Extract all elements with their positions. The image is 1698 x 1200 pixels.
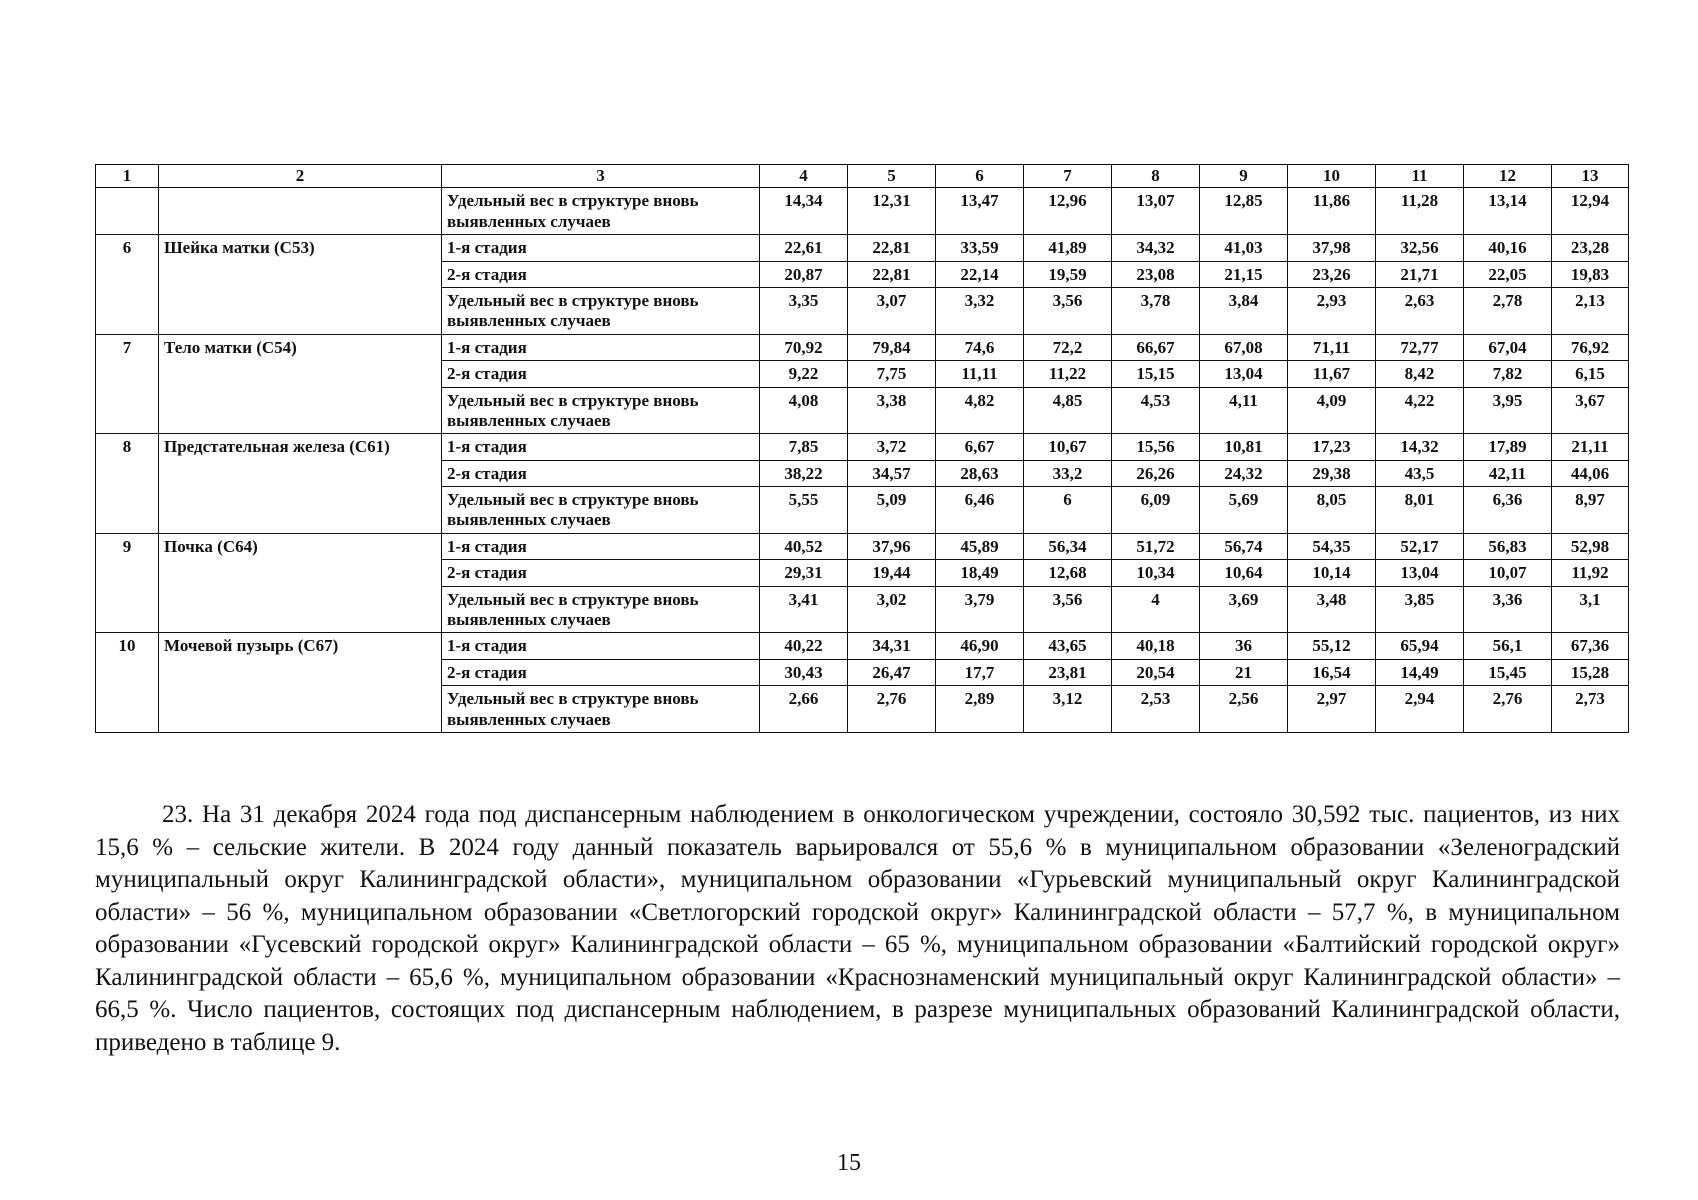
- indicator-cell: Удельный вес в структуре вновь выявленных случаев: [442, 487, 760, 534]
- value-cell: 11,92: [1552, 560, 1629, 586]
- value-cell: 11,22: [1024, 361, 1112, 387]
- indicator-cell: 1-я стадия: [442, 434, 760, 460]
- value-cell: 2,94: [1376, 686, 1464, 733]
- value-cell: 40,22: [760, 633, 848, 659]
- header-row: [96, 165, 1629, 188]
- value-cell: 34,31: [848, 633, 936, 659]
- value-cell: 5,55: [760, 487, 848, 534]
- value-cell: 44,06: [1552, 460, 1629, 486]
- value-cell: 2,73: [1552, 686, 1629, 733]
- value-cell: 29,31: [760, 560, 848, 586]
- value-cell: 6,67: [936, 434, 1024, 460]
- row-number-cell: 8: [96, 434, 159, 534]
- row-number-cell: 9: [96, 533, 159, 633]
- localization-cell: Почка (С64): [159, 533, 442, 633]
- localization-cell: Предстательная железа (С61): [159, 434, 442, 534]
- row-number-cell: 6: [96, 235, 159, 335]
- value-cell: 4,85: [1024, 387, 1112, 434]
- value-cell: 34,32: [1112, 235, 1200, 261]
- value-cell: 29,38: [1288, 460, 1376, 486]
- column-header: 8: [1112, 165, 1200, 188]
- value-cell: 65,94: [1376, 633, 1464, 659]
- value-cell: 66,67: [1112, 334, 1200, 360]
- value-cell: 79,84: [848, 334, 936, 360]
- value-cell: 2,76: [848, 686, 936, 733]
- value-cell: 21: [1200, 659, 1288, 685]
- value-cell: 67,08: [1200, 334, 1288, 360]
- column-header: 5: [848, 165, 936, 188]
- value-cell: 12,31: [848, 188, 936, 235]
- value-cell: 15,15: [1112, 361, 1200, 387]
- value-cell: 2,89: [936, 686, 1024, 733]
- value-cell: 28,63: [936, 460, 1024, 486]
- indicator-cell: 2-я стадия: [442, 460, 760, 486]
- value-cell: 8,05: [1288, 487, 1376, 534]
- value-cell: 7,75: [848, 361, 936, 387]
- value-cell: 21,71: [1376, 261, 1464, 287]
- value-cell: 3,1: [1552, 586, 1629, 633]
- value-cell: 13,14: [1464, 188, 1552, 235]
- value-cell: 40,16: [1464, 235, 1552, 261]
- localization-cell: [159, 188, 442, 235]
- column-header: 13: [1552, 165, 1629, 188]
- value-cell: 13,47: [936, 188, 1024, 235]
- value-cell: 51,72: [1112, 533, 1200, 559]
- localization-cell: Шейка матки (С53): [159, 235, 442, 335]
- value-cell: 42,11: [1464, 460, 1552, 486]
- value-cell: 41,89: [1024, 235, 1112, 261]
- value-cell: 23,08: [1112, 261, 1200, 287]
- value-cell: 4,82: [936, 387, 1024, 434]
- value-cell: 4,53: [1112, 387, 1200, 434]
- value-cell: 54,35: [1288, 533, 1376, 559]
- value-cell: 11,67: [1288, 361, 1376, 387]
- value-cell: 7,85: [760, 434, 848, 460]
- value-cell: 10,81: [1200, 434, 1288, 460]
- value-cell: 15,45: [1464, 659, 1552, 685]
- value-cell: 4: [1112, 586, 1200, 633]
- table-row: [96, 334, 1629, 360]
- table-row: [96, 235, 1629, 261]
- value-cell: 6,09: [1112, 487, 1200, 534]
- value-cell: 37,96: [848, 533, 936, 559]
- value-cell: 24,32: [1200, 460, 1288, 486]
- value-cell: 12,68: [1024, 560, 1112, 586]
- value-cell: 9,22: [760, 361, 848, 387]
- value-cell: 2,53: [1112, 686, 1200, 733]
- value-cell: 3,48: [1288, 586, 1376, 633]
- value-cell: 3,07: [848, 287, 936, 334]
- indicator-cell: 2-я стадия: [442, 659, 760, 685]
- value-cell: 22,61: [760, 235, 848, 261]
- indicator-cell: Удельный вес в структуре вновь выявленных случаев: [442, 686, 760, 733]
- value-cell: 23,81: [1024, 659, 1112, 685]
- value-cell: 74,6: [936, 334, 1024, 360]
- value-cell: 3,35: [760, 287, 848, 334]
- value-cell: 43,65: [1024, 633, 1112, 659]
- value-cell: 3,95: [1464, 387, 1552, 434]
- value-cell: 4,22: [1376, 387, 1464, 434]
- value-cell: 37,98: [1288, 235, 1376, 261]
- value-cell: 3,72: [848, 434, 936, 460]
- indicator-cell: 2-я стадия: [442, 560, 760, 586]
- value-cell: 45,89: [936, 533, 1024, 559]
- value-cell: 17,89: [1464, 434, 1552, 460]
- column-header: 4: [760, 165, 848, 188]
- value-cell: 3,36: [1464, 586, 1552, 633]
- indicator-cell: Удельный вес в структуре вновь выявленных случаев: [442, 287, 760, 334]
- value-cell: 52,98: [1552, 533, 1629, 559]
- value-cell: 6,15: [1552, 361, 1629, 387]
- value-cell: 8,42: [1376, 361, 1464, 387]
- value-cell: 7,82: [1464, 361, 1552, 387]
- value-cell: 2,66: [760, 686, 848, 733]
- value-cell: 67,36: [1552, 633, 1629, 659]
- value-cell: 3,56: [1024, 287, 1112, 334]
- row-number-cell: [96, 188, 159, 235]
- value-cell: 10,64: [1200, 560, 1288, 586]
- value-cell: 21,11: [1552, 434, 1629, 460]
- value-cell: 12,96: [1024, 188, 1112, 235]
- value-cell: 6,46: [936, 487, 1024, 534]
- column-header: 6: [936, 165, 1024, 188]
- value-cell: 3,85: [1376, 586, 1464, 633]
- value-cell: 3,41: [760, 586, 848, 633]
- value-cell: 3,79: [936, 586, 1024, 633]
- value-cell: 18,49: [936, 560, 1024, 586]
- value-cell: 12,85: [1200, 188, 1288, 235]
- value-cell: 10,07: [1464, 560, 1552, 586]
- value-cell: 3,32: [936, 287, 1024, 334]
- table-row: [96, 188, 1629, 235]
- value-cell: 14,49: [1376, 659, 1464, 685]
- value-cell: 3,67: [1552, 387, 1629, 434]
- value-cell: 13,04: [1376, 560, 1464, 586]
- row-number-cell: 7: [96, 334, 159, 434]
- value-cell: 17,23: [1288, 434, 1376, 460]
- indicator-cell: 1-я стадия: [442, 633, 760, 659]
- value-cell: 19,44: [848, 560, 936, 586]
- indicator-cell: 1-я стадия: [442, 533, 760, 559]
- body-paragraph: 23. На 31 декабря 2024 года под диспансерным наблюдением в онкологическом учреждении, состояло 30,592 тыс. пациентов, из них 15,6 % – сельские жители. В 2024 году данный показатель варьировался от 55,6 % в муниципальном образовании «Зеленоградский муниципальный округ Калининградской области», муниципальном образовании «Гурьевский муниципальный округ Калининградской области» – 56 %, муниципальном образовании «Светлогорский городской округ» Калининградской области – 57,7 %, в муниципальном образовании «Гусевский городской округ» Калининградской области – 65 %, муниципальном образовании «Балтийский городской округ» Калининградской области – 65,6 %, муниципальном образовании «Краснознаменский муниципальный округ Калининградской области» – 66,5 %. Число пациентов, состоящих под диспансерным наблюдением, в разрезе муниципальных образований Калининградской области, приведено в таблице 9.: [95, 801, 1620, 1056]
- value-cell: 32,56: [1376, 235, 1464, 261]
- value-cell: 17,7: [936, 659, 1024, 685]
- value-cell: 33,2: [1024, 460, 1112, 486]
- value-cell: 15,28: [1552, 659, 1629, 685]
- value-cell: 13,07: [1112, 188, 1200, 235]
- value-cell: 71,11: [1288, 334, 1376, 360]
- localization-cell: Мочевой пузырь (С67): [159, 633, 442, 733]
- value-cell: 3,78: [1112, 287, 1200, 334]
- value-cell: 2,13: [1552, 287, 1629, 334]
- value-cell: 22,05: [1464, 261, 1552, 287]
- row-number-cell: 10: [96, 633, 159, 733]
- value-cell: 52,17: [1376, 533, 1464, 559]
- value-cell: 10,14: [1288, 560, 1376, 586]
- column-header: 12: [1464, 165, 1552, 188]
- value-cell: 2,93: [1288, 287, 1376, 334]
- value-cell: 41,03: [1200, 235, 1288, 261]
- value-cell: 14,34: [760, 188, 848, 235]
- value-cell: 43,5: [1376, 460, 1464, 486]
- value-cell: 46,90: [936, 633, 1024, 659]
- value-cell: 4,09: [1288, 387, 1376, 434]
- indicator-cell: 1-я стадия: [442, 334, 760, 360]
- indicator-cell: Удельный вес в структуре вновь выявленных случаев: [442, 188, 760, 235]
- value-cell: 19,83: [1552, 261, 1629, 287]
- value-cell: 11,28: [1376, 188, 1464, 235]
- value-cell: 3,84: [1200, 287, 1288, 334]
- value-cell: 76,92: [1552, 334, 1629, 360]
- indicator-cell: 2-я стадия: [442, 261, 760, 287]
- column-header: 7: [1024, 165, 1112, 188]
- value-cell: 72,2: [1024, 334, 1112, 360]
- value-cell: 56,1: [1464, 633, 1552, 659]
- indicator-cell: 1-я стадия: [442, 235, 760, 261]
- column-header: 9: [1200, 165, 1288, 188]
- value-cell: 70,92: [760, 334, 848, 360]
- value-cell: 3,12: [1024, 686, 1112, 733]
- indicator-cell: Удельный вес в структуре вновь выявленных случаев: [442, 586, 760, 633]
- value-cell: 22,14: [936, 261, 1024, 287]
- value-cell: 11,11: [936, 361, 1024, 387]
- indicator-cell: 2-я стадия: [442, 361, 760, 387]
- value-cell: 5,09: [848, 487, 936, 534]
- value-cell: 36: [1200, 633, 1288, 659]
- value-cell: 8,97: [1552, 487, 1629, 534]
- value-cell: 26,26: [1112, 460, 1200, 486]
- value-cell: 3,38: [848, 387, 936, 434]
- table-row: [96, 633, 1629, 659]
- value-cell: 3,02: [848, 586, 936, 633]
- indicator-cell: Удельный вес в структуре вновь выявленных случаев: [442, 387, 760, 434]
- value-cell: 3,56: [1024, 586, 1112, 633]
- table-row: [96, 533, 1629, 559]
- value-cell: 20,54: [1112, 659, 1200, 685]
- column-header: 10: [1288, 165, 1376, 188]
- value-cell: 4,08: [760, 387, 848, 434]
- column-header: 1: [96, 165, 159, 188]
- value-cell: 22,81: [848, 235, 936, 261]
- value-cell: 33,59: [936, 235, 1024, 261]
- value-cell: 10,34: [1112, 560, 1200, 586]
- value-cell: 2,97: [1288, 686, 1376, 733]
- value-cell: 67,04: [1464, 334, 1552, 360]
- page-number: 15: [837, 1150, 861, 1176]
- column-header: 3: [442, 165, 760, 188]
- value-cell: 3,69: [1200, 586, 1288, 633]
- localization-cell: Тело матки (С54): [159, 334, 442, 434]
- value-cell: 22,81: [848, 261, 936, 287]
- table-body: [96, 165, 1629, 733]
- value-cell: 34,57: [848, 460, 936, 486]
- value-cell: 56,83: [1464, 533, 1552, 559]
- value-cell: 13,04: [1200, 361, 1288, 387]
- value-cell: 8,01: [1376, 487, 1464, 534]
- table-row: [96, 434, 1629, 460]
- value-cell: 38,22: [760, 460, 848, 486]
- value-cell: 2,63: [1376, 287, 1464, 334]
- value-cell: 23,28: [1552, 235, 1629, 261]
- value-cell: 14,32: [1376, 434, 1464, 460]
- value-cell: 56,74: [1200, 533, 1288, 559]
- column-header: 11: [1376, 165, 1464, 188]
- value-cell: 16,54: [1288, 659, 1376, 685]
- value-cell: 2,76: [1464, 686, 1552, 733]
- value-cell: 55,12: [1288, 633, 1376, 659]
- value-cell: 72,77: [1376, 334, 1464, 360]
- value-cell: 2,78: [1464, 287, 1552, 334]
- value-cell: 11,86: [1288, 188, 1376, 235]
- value-cell: 40,52: [760, 533, 848, 559]
- value-cell: 30,43: [760, 659, 848, 685]
- value-cell: 26,47: [848, 659, 936, 685]
- value-cell: 6: [1024, 487, 1112, 534]
- data-table: [95, 164, 1629, 733]
- value-cell: 6,36: [1464, 487, 1552, 534]
- value-cell: 12,94: [1552, 188, 1629, 235]
- column-header: 2: [159, 165, 442, 188]
- value-cell: 56,34: [1024, 533, 1112, 559]
- value-cell: 2,56: [1200, 686, 1288, 733]
- value-cell: 10,67: [1024, 434, 1112, 460]
- value-cell: 15,56: [1112, 434, 1200, 460]
- value-cell: 4,11: [1200, 387, 1288, 434]
- value-cell: 23,26: [1288, 261, 1376, 287]
- value-cell: 20,87: [760, 261, 848, 287]
- value-cell: 40,18: [1112, 633, 1200, 659]
- value-cell: 5,69: [1200, 487, 1288, 534]
- value-cell: 21,15: [1200, 261, 1288, 287]
- value-cell: 19,59: [1024, 261, 1112, 287]
